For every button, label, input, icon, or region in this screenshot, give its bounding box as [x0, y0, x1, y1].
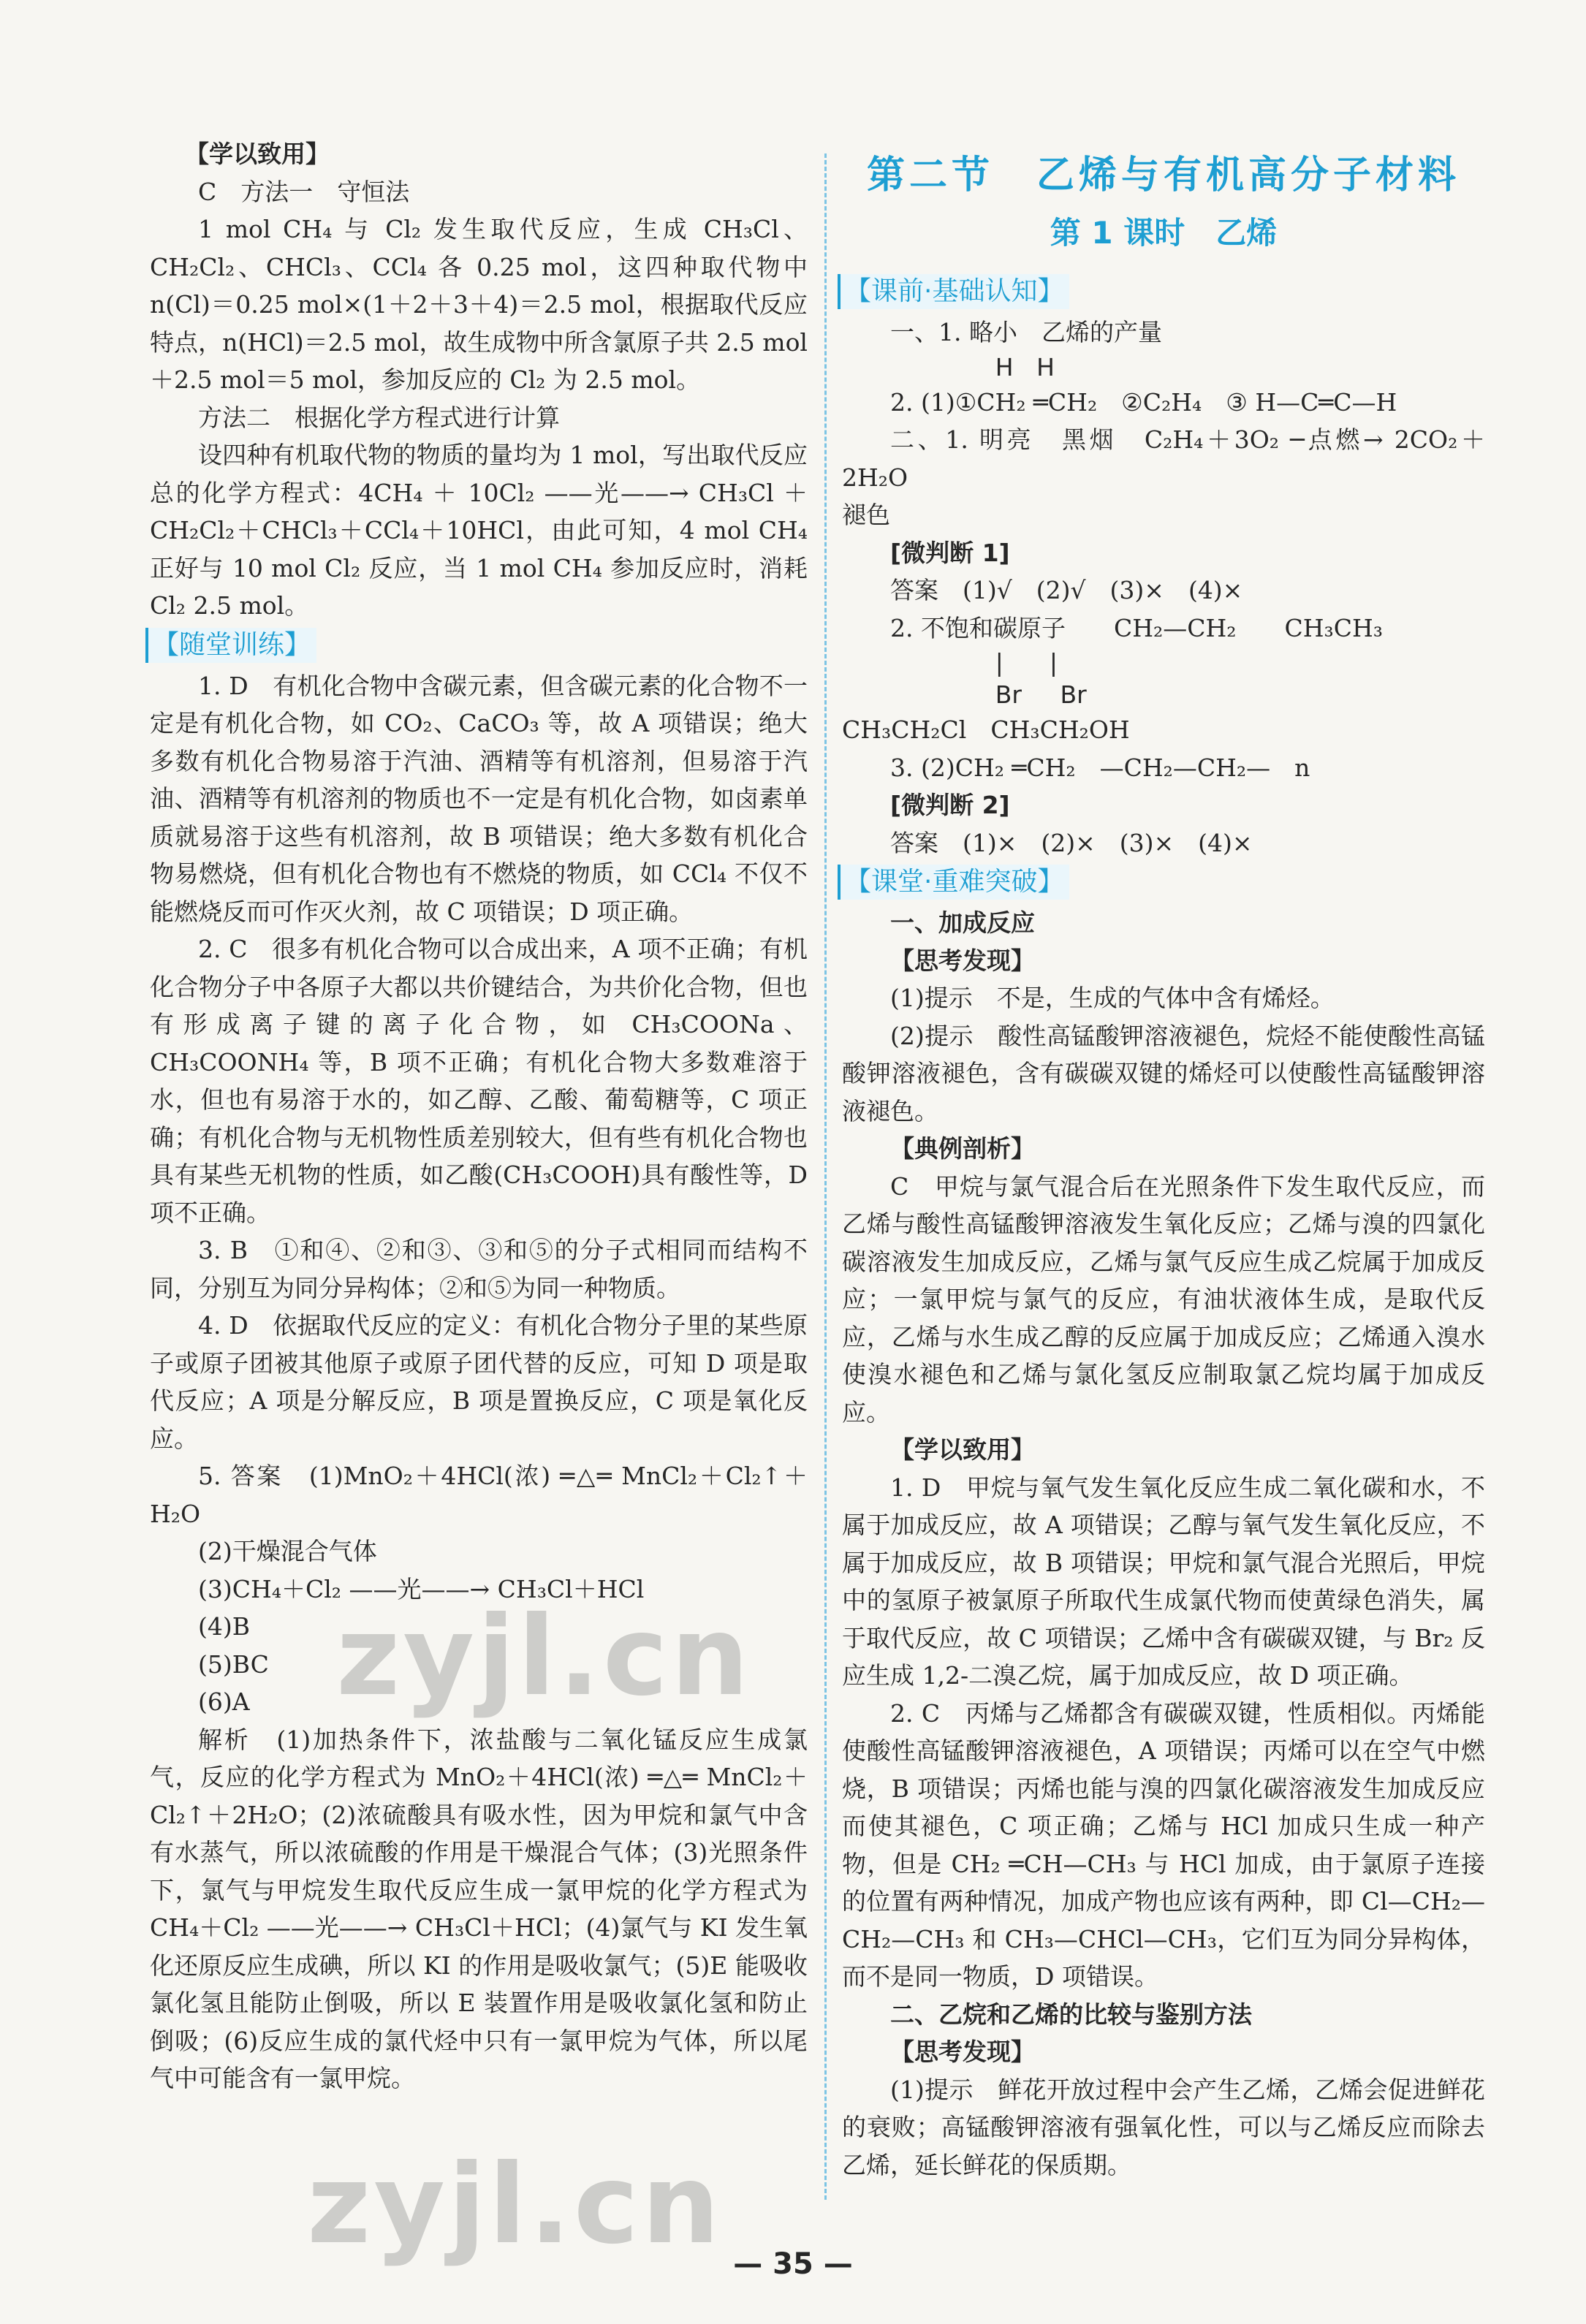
answer-line: (6)A [198, 1687, 250, 1716]
paragraph: 2. C 很多有机化合物可以合成出来，A 项不正确；有机化合物分子中各原子大都以共价键结合，为共价化合物，但也有形成离子键的离子化合物，如 CH₃COONa、CH₃COONH₄ 等，B 项不正确；有机化合物大多数难溶于水，但也有易溶于水的，如乙醇、乙酸、葡萄糖等，C 项正确；有机化合物与无机物性质差别较大，但有些有机化合物也具有某些无机物的性质，如乙酸(CH₃COOH)具有酸性等，D 项不正确。 [150, 935, 808, 1227]
answer-line: 2. (1)①CH₂ ═CH₂ ②C₂H₄ ③ H—C═C—H [890, 387, 1397, 417]
paragraph: 3. B ①和④、②和③、③和⑤的分子式相同而结构不同，分别互为同分异构体；②和⑤为同一种物质。 [150, 1236, 808, 1302]
structural-formula: | | [842, 648, 1058, 677]
sub-heading: 二、乙烷和乙烯的比较与鉴别方法 [890, 2000, 1252, 2029]
paragraph: 4. D 依据取代反应的定义：有机化合物分子里的某些原子或原子团被其他原子或原子团代替的反应，可知 D 项是取代反应；A 项是分解反应，B 项是置换反应，C 项是氧化反应。 [150, 1311, 808, 1453]
answer-line: 方法二 根据化学方程式进行计算 [198, 403, 560, 432]
right-column [842, 135, 1485, 2184]
left-column [150, 135, 808, 2097]
sub-heading: 【学以致用】 [185, 140, 330, 168]
column-divider [824, 153, 827, 2200]
answer-line: 二、1. 明亮 黑烟 C₂H₄＋3O₂ ─点燃→ 2CO₂＋2H₂O [842, 425, 1485, 492]
answer-line: (2)干燥混合气体 [198, 1537, 377, 1565]
paragraph: 设四种有机取代物的物质的量均为 1 mol，写出取代反应总的化学方程式：4CH₄ ＋ 10Cl₂ ——光——→ CH₃Cl ＋ CH₂Cl₂＋CHCl₃＋CCl₄＋10HCl，由此可知，4 mol CH₄ 正好与 10 mol Cl₂ 反应，当 1 mol CH₄ 参加反应时，消耗 Cl₂ 2.5 mol。 [150, 441, 808, 620]
section-header: 【随堂训练】 [145, 628, 316, 663]
sub-heading: [微判断 2] [890, 791, 1010, 819]
sub-heading: 【典例剖析】 [890, 1134, 1035, 1163]
paragraph: 1 mol CH₄ 与 Cl₂ 发生取代反应，生成 CH₃Cl、CH₂Cl₂、CHCl₃、CCl₄ 各 0.25 mol，这四种取代物中 n(Cl)＝0.25 mol×(1＋2＋3＋4)＝2.5 mol，根据取代反应特点，n(HCl)＝2.5 mol，故生成物中所含氯原子共 2.5 mol＋2.5 mol＝5 mol，参加反应的 Cl₂ 为 2.5 mol。 [150, 215, 808, 394]
answer-line: (3)CH₄＋Cl₂ ——光——→ CH₃Cl＋HCl [198, 1574, 645, 1603]
paragraph: (2)提示 酸性高锰酸钾溶液褪色，烷烃不能使酸性高锰酸钾溶液褪色，含有碳碳双键的烯烃可以使酸性高锰酸钾溶液褪色。 [842, 1021, 1485, 1125]
paragraph: C 甲烷与氯气混合后在光照条件下发生取代反应，而乙烯与酸性高锰酸钾溶液发生氧化反应；乙烯与溴的四氯化碳溶液发生加成反应，乙烯与氯气反应生成乙烷属于加成反应；一氯甲烷与氯气的反应，有油状液体生成，是取代反应，乙烯与水生成乙醇的反应属于加成反应；乙烯通入溴水使溴水褪色和乙烯与氯化氢反应制取氯乙烷均属于加成反应。 [842, 1172, 1485, 1427]
sub-heading: 一、加成反应 [890, 908, 1035, 937]
section-header-preclass: 【课前·基础认知】 [838, 274, 1069, 309]
paragraph: (1)提示 不是，生成的气体中含有烯烃。 [890, 984, 1335, 1012]
answer-line: 褪色 [842, 501, 890, 529]
sub-heading: 【学以致用】 [890, 1435, 1035, 1464]
section-header-inclass: 【课堂·重难突破】 [838, 865, 1069, 900]
answer-line: 2. 不饱和碳原子 CH₂—CH₂ CH₃CH₃ [890, 613, 1384, 642]
structural-formula: H H [842, 352, 1055, 381]
structural-formula: Br Br [842, 680, 1087, 709]
paragraph: (1)提示 鲜花开放过程中会产生乙烯，乙烯会促进鲜花的衰败；高锰酸钾溶液有强氧化性，可以与乙烯反应而除去乙烯，延长鲜花的保质期。 [842, 2075, 1485, 2179]
watermark: zyjl.cn [307, 2141, 723, 2268]
paragraph: 解析 (1)加热条件下，浓盐酸与二氧化锰反应生成氯气，反应的化学方程式为 MnO₂＋4HCl(浓) ═△═ MnCl₂＋Cl₂↑＋2H₂O；(2)浓硫酸具有吸水性，因为甲烷和氯气中含有水蒸气，所以浓硫酸的作用是干燥混合气体；(3)光照条件下，氯气与甲烷发生取代反应生成一氯甲烷的化学方程式为 CH₄＋Cl₂ ——光——→ CH₃Cl＋HCl；(4)氯气与 KI 发生氧化还原反应生成碘，所以 KI 的作用是吸收氯气；(5)E 能吸收氯化氢且能防止倒吸，所以 E 装置作用是吸收氯化氢和防止倒吸；(6)反应生成的氯代烃中只有一氯甲烷为气体，所以尾气中可能含有一氯甲烷。 [150, 1725, 808, 2092]
answer-line: 一、1. 略小 乙烯的产量 [890, 318, 1162, 346]
watermark: zyjl.cn [336, 1593, 752, 1720]
page-number: — 35 — [733, 2247, 853, 2281]
answer-line: (5)BC [198, 1649, 269, 1679]
answer-line: (4)B [198, 1612, 250, 1641]
paragraph: 1. D 甲烷与氧气发生氧化反应生成二氧化碳和水，不属于加成反应，故 A 项错误；乙醇与氧气发生氧化反应，不属于加成反应，故 B 项错误；甲烷和氯气混合光照后，甲烷中的氢原子被氯原子所取代生成氯代物而使黄绿色消失，属于取代反应，故 C 项错误；乙烯中含有碳碳双键，与 Br₂ 反应生成 1,2-二溴乙烷，属于加成反应，故 D 项正确。 [842, 1473, 1485, 1690]
answer-line: 答案 (1)× (2)× (3)× (4)× [890, 828, 1253, 857]
paragraph: 5. 答案 (1)MnO₂＋4HCl(浓) ═△═ MnCl₂＋Cl₂↑＋H₂O [150, 1462, 808, 1528]
sub-heading: 【思考发现】 [890, 2038, 1035, 2066]
paragraph: 1. D 有机化合物中含碳元素，但含碳元素的化合物不一定是有机化合物，如 CO₂、CaCO₃ 等，故 A 项错误；绝大多数有机化合物易溶于汽油、酒精等有机溶剂，但易溶于汽油、酒精等有机溶剂的物质也不一定是有机化合物，如卤素单质就易溶于这些有机溶剂，故 B 项错误；绝大多数有机化合物易燃烧，但有机化合物也有不燃烧的物质，如 CCl₄ 不仅不能燃烧反而可作灭火剂，故 C 项错误；D 项正确。 [150, 671, 808, 926]
answer-line: 答案 (1)√ (2)√ (3)× (4)× [890, 576, 1243, 604]
sub-heading: 【思考发现】 [890, 946, 1035, 975]
lesson-title: 第 1 课时 乙烯 [1050, 215, 1278, 251]
paragraph: 2. C 丙烯与乙烯都含有碳碳双键，性质相似。丙烯能使酸性高锰酸钾溶液褪色，A 项错误；丙烯可以在空气中燃烧，B 项错误；丙烯也能与溴的四氯化碳溶液发生加成反应而使其褪色，C 项正确；乙烯与 HCl 加成只生成一种产物，但是 CH₂ ═CH—CH₃ 与 HCl 加成，由于氯原子连接的位置有两种情况，加成产物也应该有两种，即 Cl—CH₂—CH₂—CH₃ 和 CH₃—CHCl—CH₃，它们互为同分异构体，而不是同一物质，D 项错误。 [842, 1698, 1485, 1991]
chapter-title: 第二节 乙烯与有机高分子材料 [866, 153, 1460, 197]
answer-line: 3. (2)CH₂ ═CH₂ —CH₂—CH₂— n [890, 753, 1310, 782]
sub-heading: [微判断 1] [890, 538, 1010, 567]
answer-line: C 方法一 守恒法 [198, 177, 410, 206]
answer-line: CH₃CH₂Cl CH₃CH₂OH [842, 715, 1130, 744]
